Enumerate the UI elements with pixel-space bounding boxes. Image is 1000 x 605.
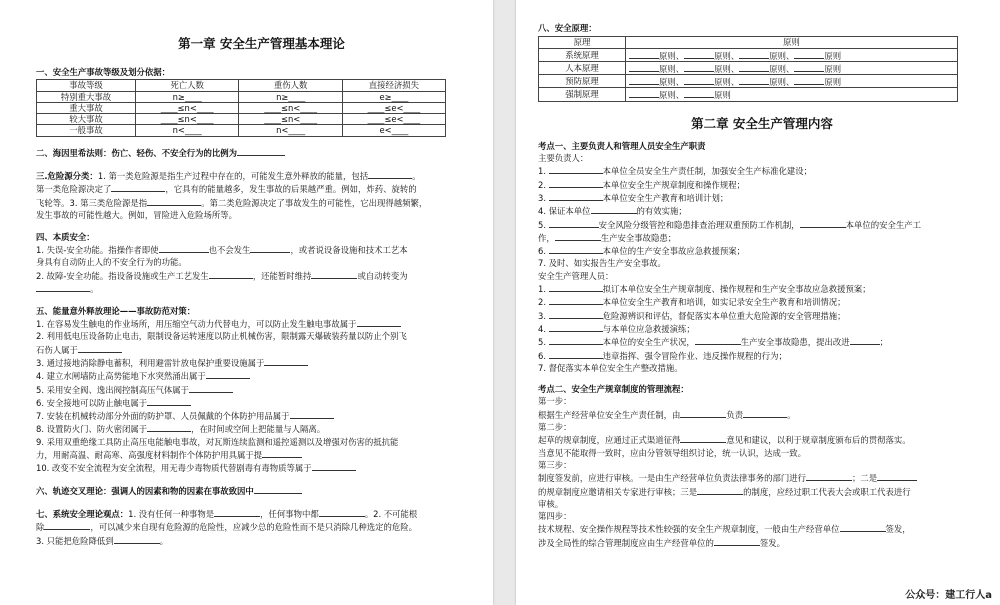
list-item: 力，用耐高温、耐高寒、高强度材料制作个体防护用具属于提: [36, 450, 263, 461]
table-cell: n≥____: [135, 91, 238, 102]
list-item: 2. 本单位安全生产教育和培训，如实记录安全生产教育和培训情况；: [538, 297, 846, 308]
text-line: 除: [36, 522, 45, 533]
section-7-title: 七、系统安全理论观点：: [36, 508, 129, 519]
table-cell: 原则、 原则、 原则、 原则: [626, 48, 958, 61]
section-6: [36, 484, 473, 497]
list-item: 3. 通过接地消除静电蓄积，利用避雷针放电保护重要设施属于: [36, 357, 265, 368]
accident-level-table: [36, 79, 446, 136]
fill-blank: [159, 243, 209, 253]
text-line: 。2. 不可能根: [364, 508, 418, 519]
text-line: 根据生产经营单位安全生产责任制，由 负责 。: [538, 409, 796, 420]
fill-blank: [78, 343, 122, 353]
list-item: 10. 改变不安全流程为安全流程，用无毒少毒物质代替剧毒有毒物质等属于: [36, 463, 312, 474]
fill-blank: [357, 317, 401, 327]
watermark-label: 公众号：建工行人a: [905, 590, 992, 601]
table-cell: ____≤n<____: [239, 114, 342, 125]
table-cell: n≥____: [239, 91, 342, 102]
text-line: 涉及全局性的综合管理制度应由生产经营单位的 签发。: [538, 537, 785, 548]
text-line: ，它具有的能量越多，发生事故的后果越严重。例如，炸药、旋转的: [165, 184, 417, 195]
text-line: 起草的规章制度，应通过正式渠道征得 意见和建议，以利于规章制度颁布后的贯彻落实。: [538, 435, 911, 446]
subheading: 主要负责人：: [538, 153, 589, 164]
table-header-cell: 死亡人数: [135, 80, 238, 91]
table-cell: 重大事故: [37, 102, 136, 113]
table-cell: 强制原理: [539, 88, 626, 101]
list-item: 4. 与本单位应急救援演练；: [538, 323, 695, 334]
table-cell: 系统原理: [539, 48, 626, 61]
list-item: ，在时间或空间上把能量与人隔离。: [191, 424, 326, 435]
left-page: [0, 0, 493, 605]
list-item: 7. 督促落实本单位安全生产整改措施。: [538, 362, 683, 373]
table-cell: ____≤n<____: [135, 102, 238, 113]
text-line: 3. 只能把危险降低到: [36, 535, 114, 546]
section-5: [36, 305, 473, 475]
table-cell: ____≤n<____: [135, 114, 238, 125]
fill-blank: [319, 507, 365, 517]
list-item: 4. 建立水闸墙防止高势能地下水突然涌出属于: [36, 371, 206, 382]
table-cell: 原则、 原则: [626, 88, 958, 101]
section-7: 七、系统安全理论观点：1. 没有任何一种事物是 ，任何事物中都 。2. 不可能根 除 ，可以减少来自现有危险源的危险性，应减少总的危险性而不是只消除几种选定的危险。 3. 只能把危险降低到 。: [36, 508, 418, 546]
point-1-title: 考点一、主要负责人和管理人员安全生产职责: [538, 140, 706, 151]
table-header-cell: 直接经济损失: [342, 80, 445, 91]
table-header-row: [539, 37, 958, 48]
list-item: 6. 违章指挥、强令冒险作业、违反操作规程的行为；: [538, 350, 787, 361]
fill-blank: [214, 507, 260, 517]
table-header-cell: 重伤人数: [239, 80, 342, 91]
fill-blank: [189, 383, 233, 393]
table-cell: 原则、 原则、 原则、 原则: [626, 61, 958, 74]
list-item: 2. 利用低电压设备防止电击，限制设备运转速度以防止机械伤害，限制露天爆破装药量以防止个别飞: [36, 331, 407, 342]
list-item: 作， 生产安全事故隐患；: [538, 232, 677, 243]
table-row: [37, 125, 446, 136]
safety-principle-table: [538, 36, 958, 101]
text-line: ，还能暂时维持: [252, 270, 312, 281]
section-2: [36, 146, 473, 159]
table-row: [37, 114, 446, 125]
step-label: 第一步：: [538, 396, 572, 407]
text-line: 第一类危险源决定了: [36, 184, 112, 195]
text-line: 也不会发生: [208, 245, 251, 256]
text-line: 发生事故的可能性越大。例如，冒险进入危险场所等。: [36, 209, 237, 220]
text-line: 飞轮等。3. 第三类危险源是指: [36, 197, 148, 208]
text-line: 1. 没有任何一种事物是: [128, 508, 215, 519]
list-item: 1. 在容易发生触电的作业场所，用压缩空气动力代替电力，可以防止发生触电事故属于: [36, 319, 357, 330]
fill-blank: [311, 269, 357, 279]
text-line: 的规章制度应邀请相关专家进行审核；三是 的制度，应经过职工代表大会或职工代表进行: [538, 486, 911, 497]
table-header-cell: 原理: [539, 37, 626, 48]
list-item: 8. 设置防火门、防火密闭属于: [36, 424, 148, 435]
table-row: [37, 102, 446, 113]
fill-blank: [254, 484, 302, 494]
list-item: 4. 保证本单位 的有效实施；: [538, 206, 687, 217]
section-6-title: 六、轨迹交叉理论：强调人的因素和物的因素在事故致因中: [36, 486, 254, 497]
text-line: ，或者说设备设施和技术工艺本: [290, 245, 408, 256]
fill-blank: [114, 534, 160, 544]
fill-blank: [262, 448, 302, 458]
right-page: [516, 0, 1000, 605]
text-line: 审核。: [538, 498, 564, 509]
chapter-1-title: 第一章 安全生产管理基本理论: [178, 36, 345, 51]
table-cell: 原则、 原则、 原则、 原则: [626, 75, 958, 88]
text-line: 2. 故障-安全功能。指设备设施或生产工艺发生: [36, 270, 209, 281]
fill-blank: [250, 243, 290, 253]
list-item: 7. 及时、如实报告生产安全事故。: [538, 258, 666, 269]
fill-blank: [312, 461, 356, 471]
text-line: 或自动转变为: [357, 270, 408, 281]
list-item: 7. 安装在机械转动部分外面的防护罩、人员佩戴的个体防护用品属于: [36, 411, 290, 422]
fill-blank: [147, 196, 201, 206]
table-row: [37, 91, 446, 102]
table-cell: n<____: [135, 125, 238, 136]
section-5-title: 五、能量意外释放理论——事故防范对策：: [36, 305, 196, 316]
fill-blank: [44, 520, 90, 530]
text-line: ，任何事物中都: [260, 508, 319, 519]
table-cell: 人本原理: [539, 61, 626, 74]
fill-blank: [368, 169, 412, 179]
list-item: 1. 拟订本单位安全生产规章制度、操作规程和生产安全事故应急救援预案；: [538, 284, 871, 295]
table-cell: 预防原理: [539, 75, 626, 88]
table-cell: e<____: [342, 125, 445, 136]
fill-blank: [147, 422, 191, 432]
list-item: 3. 本单位安全生产教育和培训计划；: [538, 192, 729, 203]
table-header-cell: 事故等级: [37, 80, 136, 91]
list-item: 1. 本单位全员安全生产责任制，加强安全生产标准化建设；: [538, 166, 813, 177]
section-4-title: 四、本质安全：: [36, 231, 95, 242]
list-item: 2. 本单位安全生产规章制度和操作规程；: [538, 179, 746, 190]
list-item: 5. 安全风险分级管控和隐患排查治理双重预防工作机制， 本单位的安全生产工: [538, 219, 922, 230]
table-cell: 较大事故: [37, 114, 136, 125]
table-cell: ____≤e<____: [342, 102, 445, 113]
text-line: 身具有自动防止人的不安全行为的功能。: [36, 257, 187, 268]
fill-blank: [290, 409, 334, 419]
fill-blank: [147, 396, 191, 406]
fill-blank: [206, 369, 250, 379]
table-row: [539, 48, 958, 61]
subheading: 安全生产管理人员：: [538, 270, 614, 281]
section-3-title: 三.危险源分类：: [36, 171, 98, 182]
list-item: 石伤人属于: [36, 344, 78, 355]
fill-blank: [209, 269, 253, 279]
fill-blank: [237, 146, 285, 156]
list-item: 6. 本单位的生产安全事故应急救援预案；: [538, 246, 746, 257]
text-line: 。第二类危险源决定了事故发生的可能性，它出现得越频繁，: [201, 197, 428, 208]
table-row: [539, 88, 958, 101]
section-8-title: 八、安全原理：: [538, 23, 597, 33]
list-item: 9. 采用双重绝缘工具防止高压电能触电事故，对瓦斯连续监测和遥控遥测以及增强对伤害的抵抗能: [36, 436, 399, 447]
text-line: ，可以减少来自现有危险源的危险性，应减少总的危险性而不是只消除几种选定的危险。: [90, 522, 417, 533]
table-row: [539, 75, 958, 88]
step-label: 第三步：: [538, 459, 572, 470]
text-line: 1. 第一类危险源是指生产过程中存在的，可能发生意外释放的能量，包括: [97, 171, 369, 182]
table-cell: 特别重大事故: [37, 91, 136, 102]
text-line: 1. 失误-安全功能。指操作者即使: [36, 245, 159, 256]
text-line: 制度签发前，应进行审核。一是由生产经营单位负责法律事务的部门进行 ；二是: [538, 471, 986, 484]
table-row: [539, 61, 958, 74]
section-1-title: 一、安全生产事故等级及划分依据：: [36, 67, 170, 77]
table-cell: e≥____: [342, 91, 445, 102]
point-2-title: 考点二、安全生产规章制度的管理流程：: [538, 384, 689, 395]
list-item: 3. 危险源辨识和评估，督促落实本单位重大危险源的安全管理措施；: [538, 310, 846, 321]
list-item: 5. 采用安全阀、逸出阀控制高压气体属于: [36, 384, 190, 395]
step-label: 第四步：: [538, 511, 572, 522]
table-cell: ____≤n<____: [239, 102, 342, 113]
section-2-title: 二、海因里希法则：伤亡、轻伤、不安全行为的比例为: [36, 148, 237, 159]
fill-blank: [36, 282, 90, 292]
table-cell: ____≤e<____: [342, 114, 445, 125]
fill-blank: [264, 356, 308, 366]
text-line: 当意见不能取得一致时，应由分管领导组织讨论，统一认识，达成一致。: [538, 447, 806, 458]
text-line: 技术规程、安全操作规程等技术性较强的安全生产规章制度，一般由生产经营单位 签发，: [538, 524, 911, 535]
list-item: 5. 本单位的安全生产状况， 生产安全事故隐患，提出改进 ；: [538, 337, 889, 348]
step-label: 第二步：: [538, 422, 572, 433]
section-3: 三.危险源分类：1. 第一类危险源是指生产过程中存在的，可能发生意外释放的能量，包括 。 第一类危险源决定了 ，它具有的能量越多，发生事故的后果越严重。例如，炸药、旋转的 飞轮等。3. 第三类危险源是指 。第二类危险源决定了事故发生的可能性，它出现得越频繁， 发生事故的可能性越大。例如，冒险进入危险场所等。: [36, 169, 473, 221]
section-4: 四、本质安全： 1. 失误-安全功能。指操作者即使 也不会发生 ，或者说设备设施和技术工艺本 身具有自动防止人的不安全行为的功能。 2. 故障-安全功能。指设备设施或生产工艺发生 ，还能暂时维持 或自动转变为 。: [36, 231, 473, 295]
table-header-row: [37, 80, 446, 91]
table-cell: 一般事故: [37, 125, 136, 136]
list-item: 6. 安全接地可以防止触电属于: [36, 397, 148, 408]
table-cell: n<____: [239, 125, 342, 136]
chapter-2-title: 第二章 安全生产管理内容: [691, 115, 833, 131]
fill-blank: [111, 182, 165, 192]
table-header-cell: 原则: [626, 37, 958, 48]
